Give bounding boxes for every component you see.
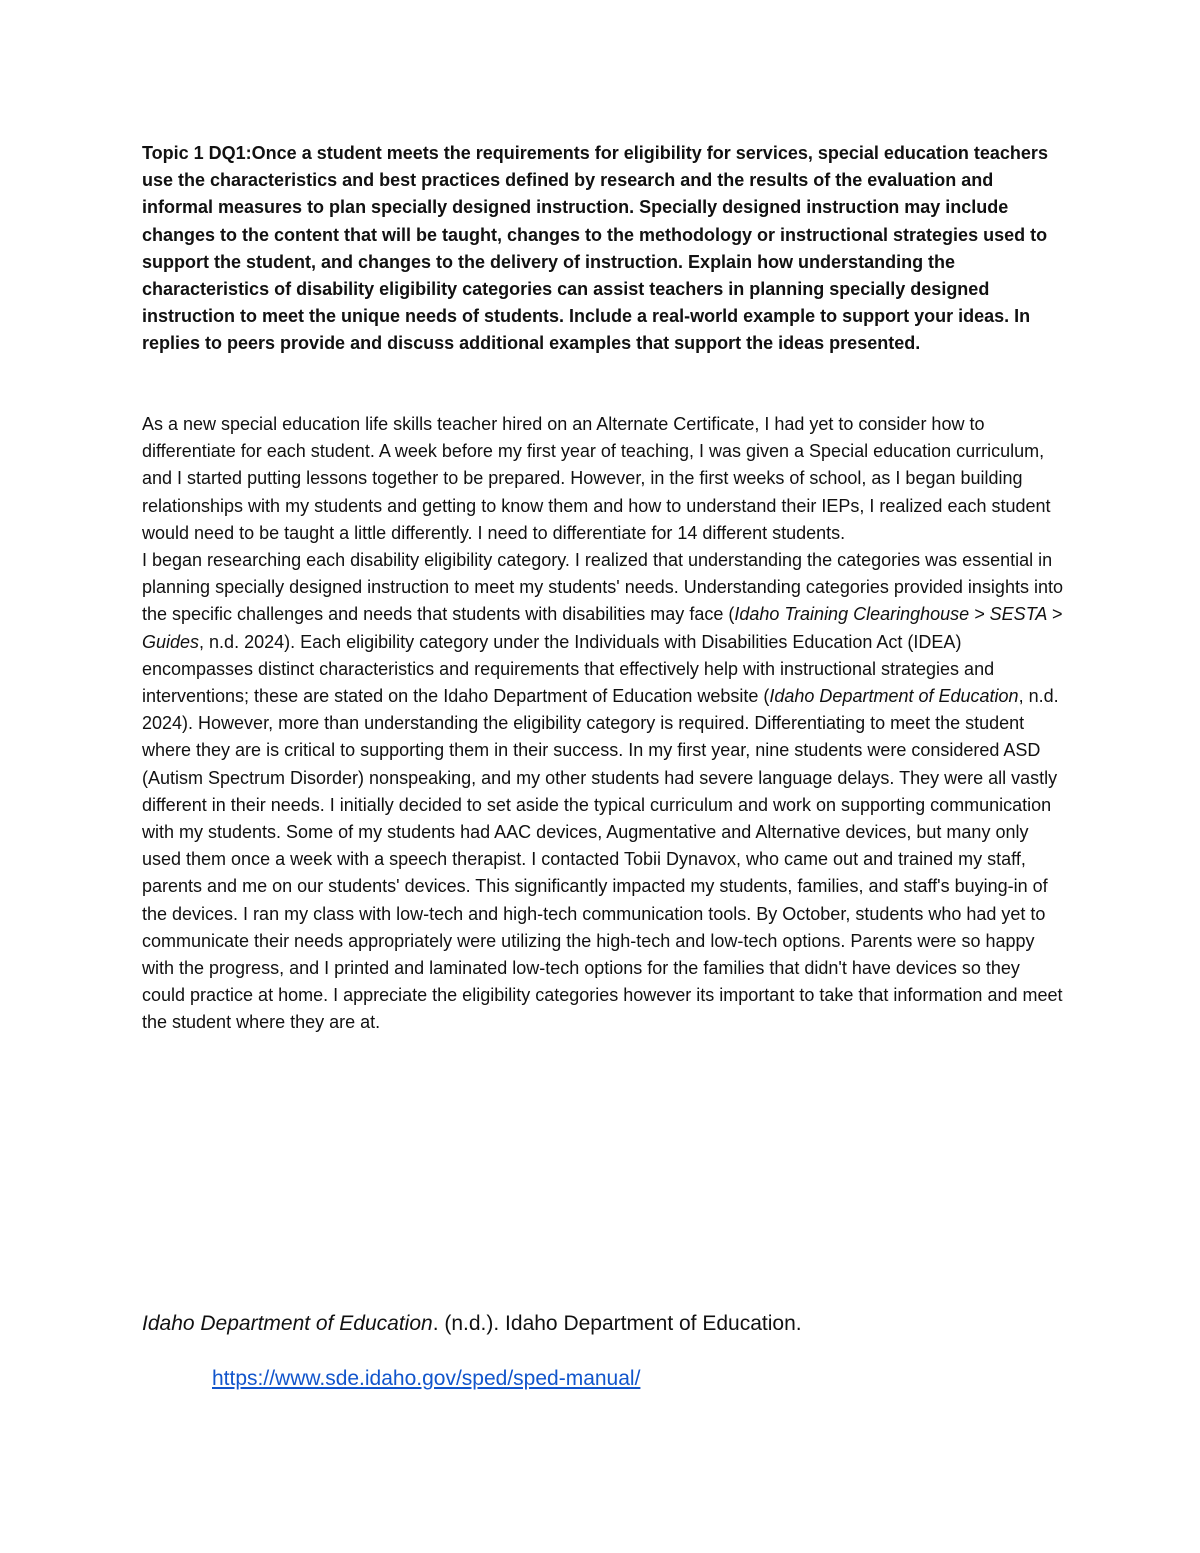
paragraph-2-text-b: , n.d. 2024). Each eligibility category under the Individuals with Disabilities Education Act (IDEA) encompasses distinct characteristics and requirements that effectively help with instructional strategies and interventions; these are stated on the Idaho Department of Education website (	[142, 631, 995, 707]
paragraph-2-text-a: I began researching each disability eligibility category. I realized that understanding the categories was essential in planning specially designed instruction to meet my students' needs. Understanding categories provided insights into the specific challenges and needs that students with disabilities may face (	[142, 550, 1063, 625]
paragraph-2-text-c: , n.d. 2024). However, more than understanding the eligibility category is required. Differentiating to meet the student where they are is critical to supporting them in their success. In my first year, nine students were considered ASD (Autism Spectrum Disorder) nonspeaking, and my other students had severe language delays. They were all vastly different in their needs. I initially decided to set aside the typical curriculum and work on supporting communication with my students. Some of my students had AAC devices, Augmentative and Alternative devices, but many only used them once a week with a speech therapist. I contacted Tobii Dynavox, who came out and trained my staff, parents and me on our students' devices. This significantly impacted my students, families, and staff's buying-in of the devices. I ran my class with low-tech and high-tech communication tools. By October, students who had yet to communicate their needs appropriately were utilizing the high-tech and low-tech options. Parents were so happy with the progress, and I printed and laminated low-tech options for the families that didn't have devices so they could practice at home. I appreciate the eligibility categories however its important to take that information and meet the student where they are at.	[142, 686, 1063, 1033]
reference-title: Idaho Department of Education	[142, 1312, 433, 1335]
citation-idaho-department-of-education: Idaho Department of Education	[769, 686, 1019, 707]
response-body	[142, 411, 1067, 1037]
reference-url-link[interactable]: https://www.sde.idaho.gov/sped/sped-manual/	[212, 1367, 641, 1390]
reference-details: . (n.d.). Idaho Department of Education.	[432, 1312, 802, 1335]
citation-idaho-training-clearinghouse: Idaho Training Clearinghouse > SESTA > Guides	[142, 604, 1063, 652]
response-paragraph-1: As a new special education life skills teacher hired on an Alternate Certificate, I had yet to consider how to differentiate for each student. A week before my first year of teaching, I was given a Special education curriculum, and I started putting lessons together to be prepared. However, in the first weeks of school, as I began building relationships with my students and getting to know them and how to understand their IEPs, I realized each student would need to be taught a little differently. I need to differentiate for 14 different students.	[142, 414, 1051, 543]
discussion-prompt: Topic 1 DQ1:Once a student meets the requirements for eligibility for services, special education teachers use the characteristics and best practices defined by research and the results of the evaluation and informal measures to plan specially designed instruction. Specially designed instruction may include changes to the content that will be taught, changes to the methodology or instructional strategies used to support the student, and changes to the delivery of instruction. Explain how understanding the characteristics of disability eligibility categories can assist teachers in planning specially designed instruction to meet the unique needs of students. Include a real-world example to support your ideas. In replies to peers provide and discuss additional examples that support the ideas presented.	[142, 143, 1048, 354]
response-paragraph-2	[142, 547, 1067, 1037]
reference-entry	[142, 1308, 1082, 1340]
